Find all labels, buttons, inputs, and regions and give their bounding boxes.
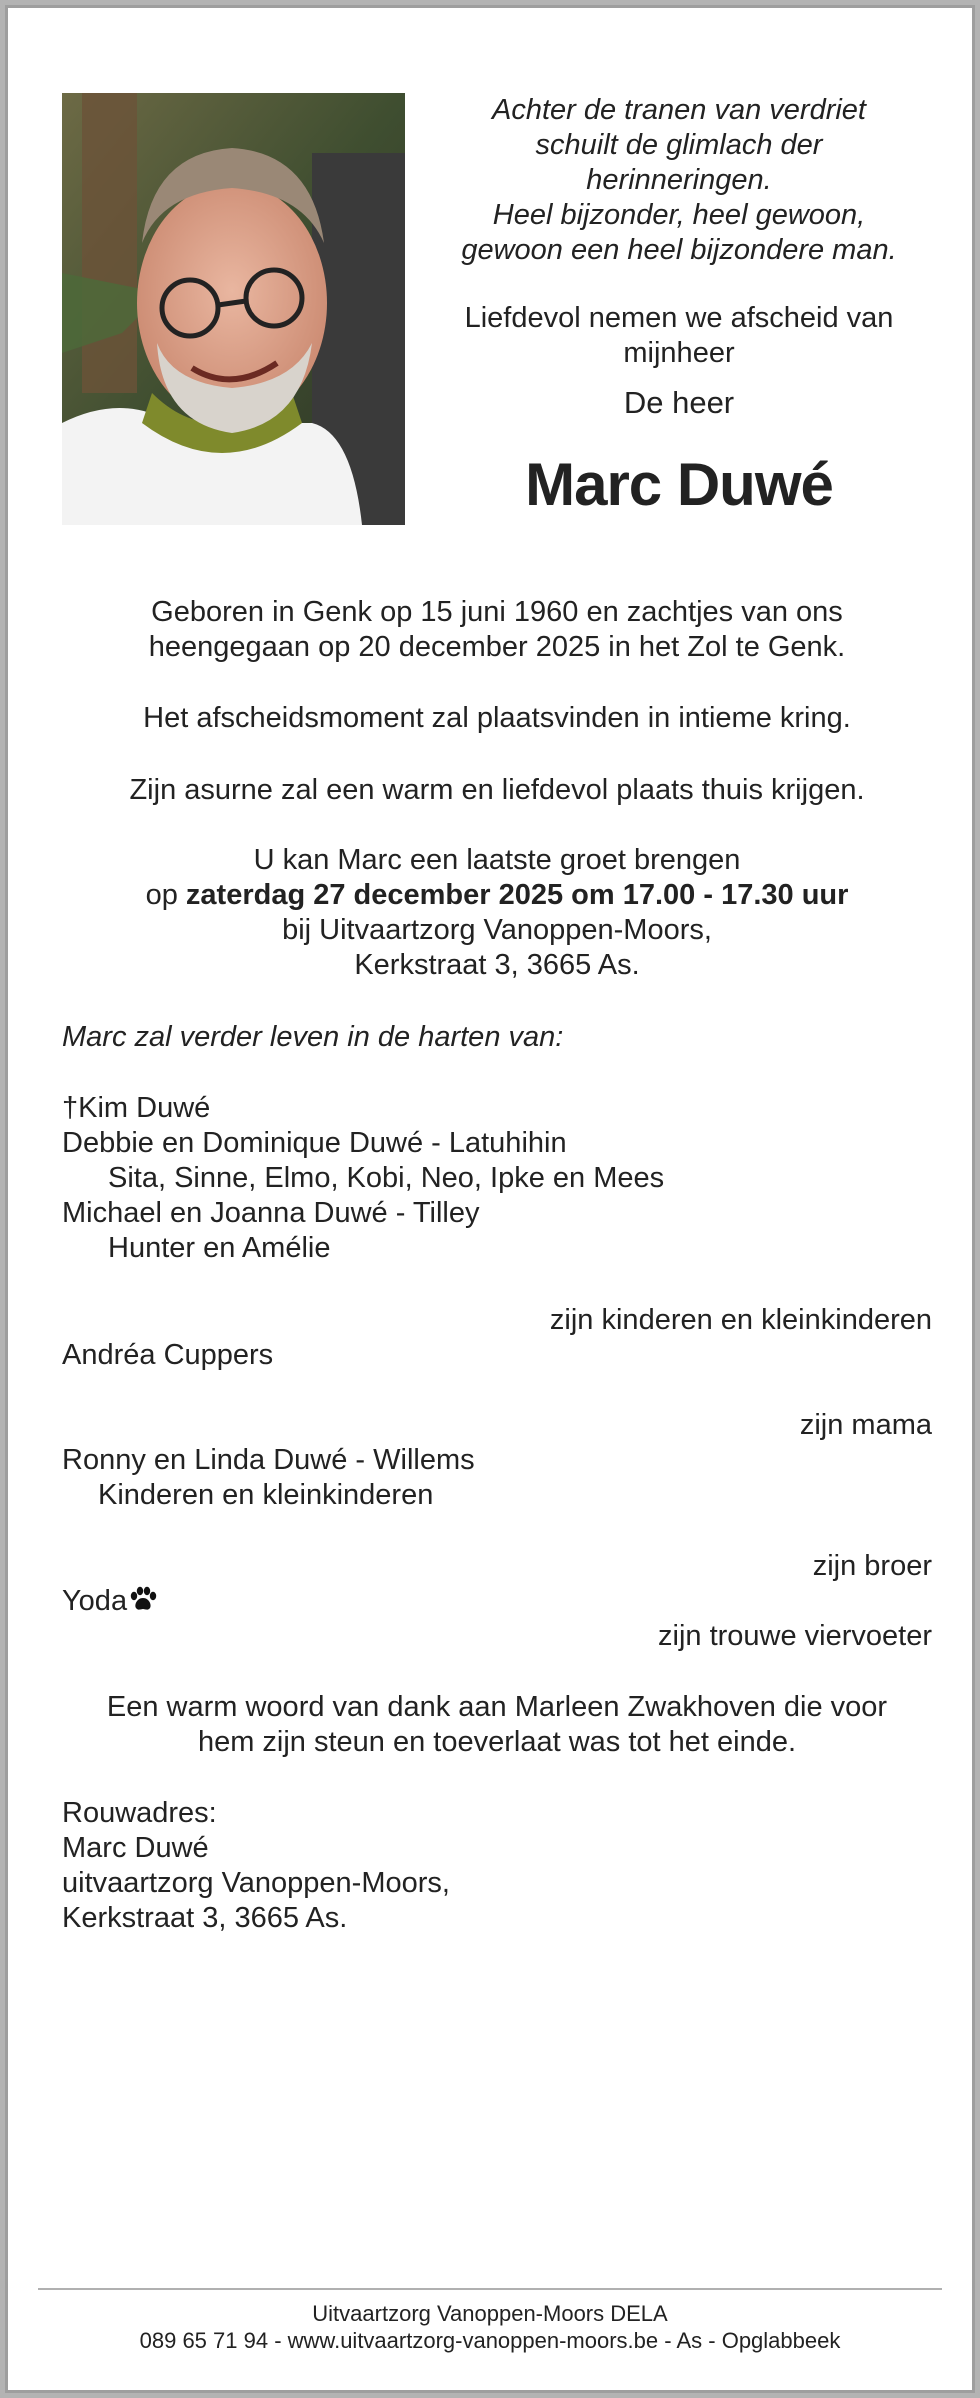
family-member: Debbie en Dominique Duwé - Latuhihin [62,1127,567,1159]
address-label: Rouwadres: [62,1797,217,1829]
thanks-text [62,1690,932,1760]
family-member: Ronny en Linda Duwé - Willems [62,1444,475,1476]
family-member: Michael en Joanna Duwé - Tilley [62,1197,480,1229]
address-line: uitvaartzorg Vanoppen-Moors, [62,1867,450,1899]
family-member: †Kim Duwé [62,1092,211,1124]
relation-label: zijn broer [812,1550,932,1582]
thanks-line: Een warm woord van dank aan Marleen Zwakhoven die voor [106,1691,888,1723]
relation-label: zijn mama [799,1409,932,1441]
intro-line: mijnheer [623,337,735,369]
poem-line: schuilt de glimlach der [535,129,823,161]
relation-label: zijn kinderen en kleinkinderen [549,1304,932,1336]
poem [424,93,934,268]
poem-line: gewoon een heel bijzondere man. [461,234,897,266]
grandchildren: Sita, Sinne, Elmo, Kobi, Neo, Ipke en Mees [108,1162,665,1194]
poem-line: Achter de tranen van verdriet [492,94,866,126]
visit-prefix: op [145,879,186,911]
obituary-content [8,8,972,2390]
deceased-name: Marc Duwé [525,451,833,518]
portrait-illustration [62,93,405,525]
birth-line: heengegaan op 20 december 2025 in het Zol te Genk. [148,631,846,663]
portrait-photo [62,93,405,525]
footer [8,2300,972,2354]
mourning-address [62,1796,932,1936]
pet-line [62,1584,932,1621]
brother-block [62,1443,932,1513]
farewell-text: Het afscheidsmoment zal plaatsvinden in intieme kring. [143,702,851,734]
pet-name: Yoda [62,1585,128,1617]
header-text-block [424,93,934,518]
children-list [62,1091,932,1266]
visit-line: Kerkstraat 3, 3665 As. [354,949,640,981]
footer-company: Uitvaartzorg Vanoppen-Moors DELA [312,2301,668,2326]
birth-death-text [62,595,932,665]
footer-contact: 089 65 71 94 - www.uitvaartzorg-vanoppen-moors.be - As - Opglabbeek [139,2328,841,2353]
birth-line: Geboren in Genk op 15 juni 1960 en zachtjes van ons [151,596,843,628]
visit-line: bij Uitvaartzorg Vanoppen-Moors, [282,914,712,946]
visit-block [62,843,932,983]
obituary-card [5,5,975,2393]
poem-line: herinneringen. [586,164,772,196]
honorific: De heer [623,385,735,420]
poem-line: Heel bijzonder, heel gewoon, [492,199,866,231]
address-line: Marc Duwé [62,1832,209,1864]
visit-datetime: zaterdag 27 december 2025 om 17.00 - 17.30 uur [185,879,849,911]
paw-icon [129,1586,157,1621]
family-sub: Kinderen en kleinkinderen [98,1479,434,1511]
address-line: Kerkstraat 3, 3665 As. [62,1902,348,1934]
thanks-line: hem zijn steun en toeverlaat was tot het einde. [197,1726,797,1758]
urn-text: Zijn asurne zal een warm en liefdevol plaats thuis krijgen. [129,774,865,806]
footer-divider [38,2288,942,2290]
visit-datetime-line [62,878,932,913]
family-member: Andréa Cuppers [62,1339,274,1371]
intro-line: Liefdevol nemen we afscheid van [464,302,894,334]
visit-line: U kan Marc een laatste groet brengen [253,844,741,876]
grandchildren: Hunter en Amélie [108,1232,331,1264]
family-intro: Marc zal verder leven in de harten van: [62,1021,564,1053]
relation-label: zijn trouwe viervoeter [658,1620,932,1652]
